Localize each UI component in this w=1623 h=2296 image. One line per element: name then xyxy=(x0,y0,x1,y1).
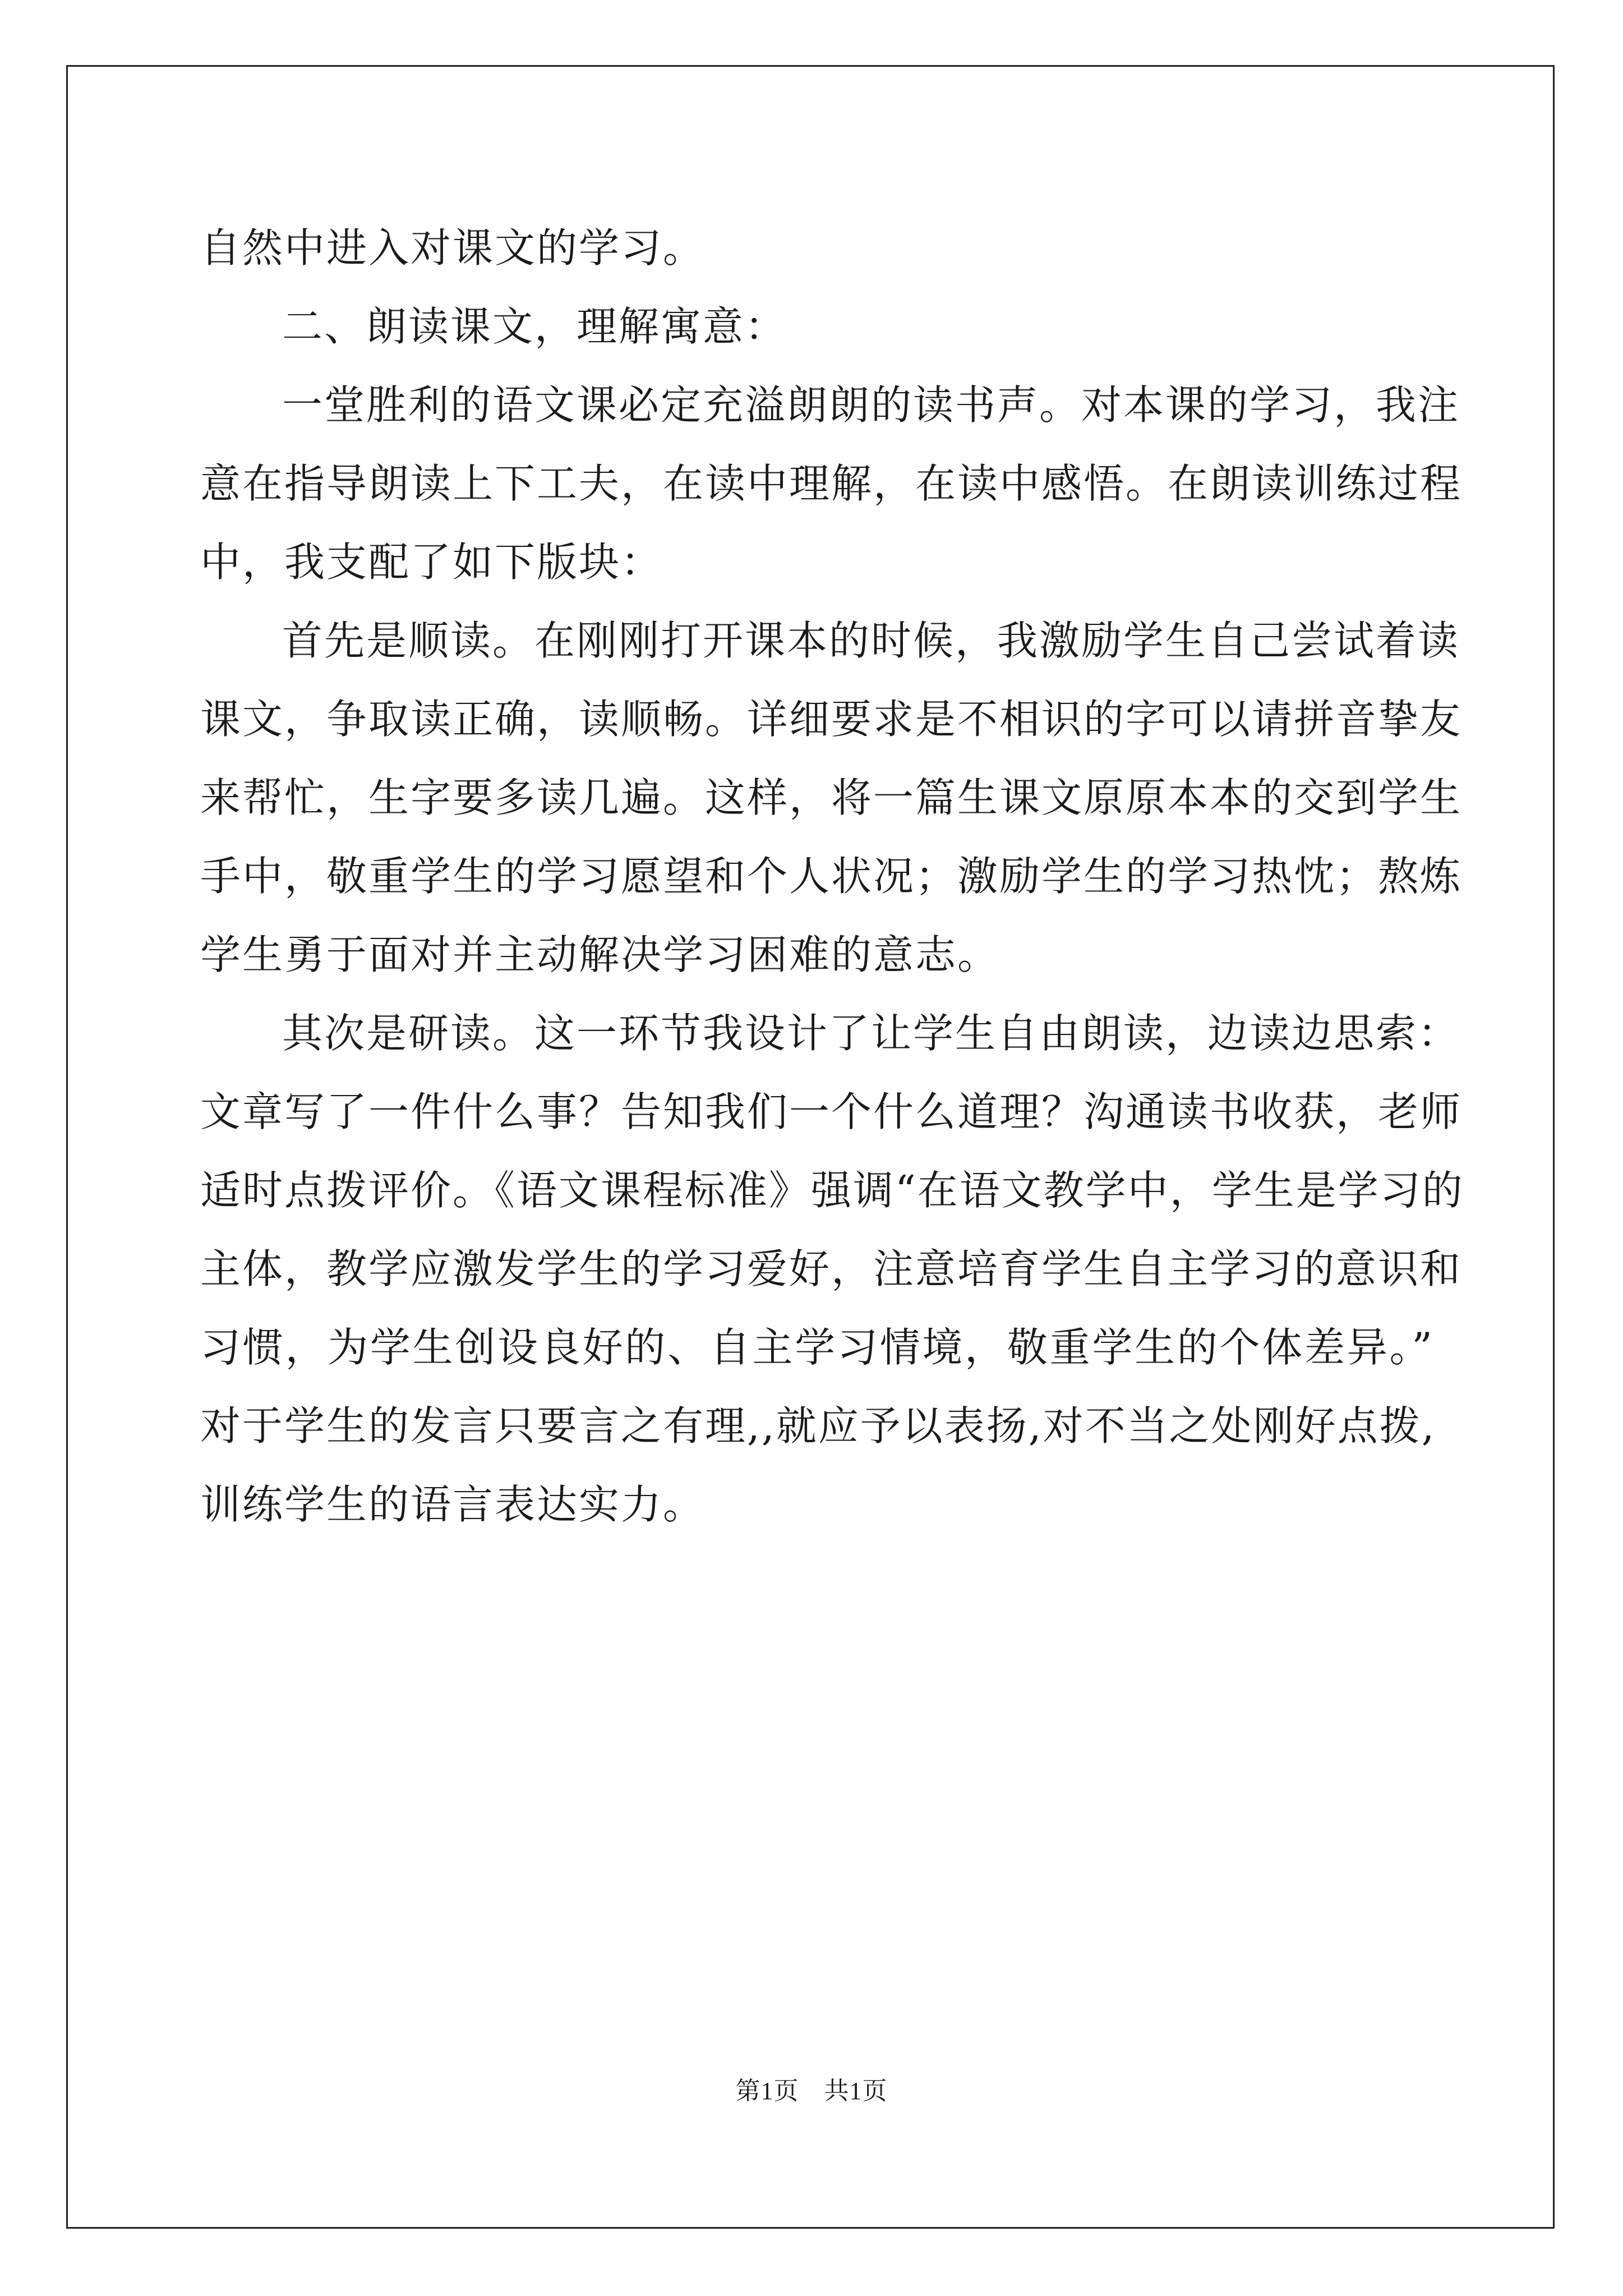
text-line: 文章写了一件什么事？告知我们一个什么道理？沟通读书收获，老师 xyxy=(200,1088,1463,1135)
page-number-label: 第1页 共1页 xyxy=(735,2077,888,2105)
text-line: 其次是研读。这一环节我设计了让学生自由朗读，边读边思索： xyxy=(282,1010,1460,1057)
text-line: 学生勇于面对并主动解决学习困难的意志。 xyxy=(200,931,1000,978)
document-body xyxy=(200,209,1464,1544)
text-line: 对于学生的发言只要言之有理,,就应予以表扬,对不当之处刚好点拨, xyxy=(200,1402,1436,1450)
text-line: 二、朗读课文，理解寓意： xyxy=(282,303,787,350)
text-line: 自然中进入对课文的学习。 xyxy=(200,224,706,272)
page-footer xyxy=(0,2074,1623,2108)
text-line: 手中，敬重学生的学习愿望和个人状况；激励学生的学习热忱；熬炼 xyxy=(200,853,1463,900)
text-line: 首先是顺读。在刚刚打开课本的时候，我激励学生自己尝试着读 xyxy=(282,617,1460,664)
text-line: 意在指导朗读上下工夫，在读中理解，在读中感悟。在朗读训练过程 xyxy=(200,460,1463,507)
text-line: 来帮忙，生字要多读几遍。这样，将一篇生课文原原本本的交到学生 xyxy=(200,774,1463,821)
text-line: 适时点拨评价。《语文课程标准》强调“在语文教学中，学生是学习的 xyxy=(200,1167,1464,1214)
text-line: 中，我支配了如下版块： xyxy=(200,539,663,586)
text-line: 训练学生的语言表达实力。 xyxy=(200,1481,706,1528)
text-line: 一堂胜利的语文课必定充溢朗朗的读书声。对本课的学习，我注 xyxy=(282,381,1460,429)
text-line: 习惯，为学生创设良好的、自主学习情境，敬重学生的个体差异。” xyxy=(200,1324,1434,1371)
text-line: 主体，教学应激发学生的学习爱好，注意培育学生自主学习的意识和 xyxy=(200,1245,1463,1292)
text-line: 课文，争取读正确，读顺畅。详细要求是不相识的字可以请拼音挚友 xyxy=(200,696,1463,743)
